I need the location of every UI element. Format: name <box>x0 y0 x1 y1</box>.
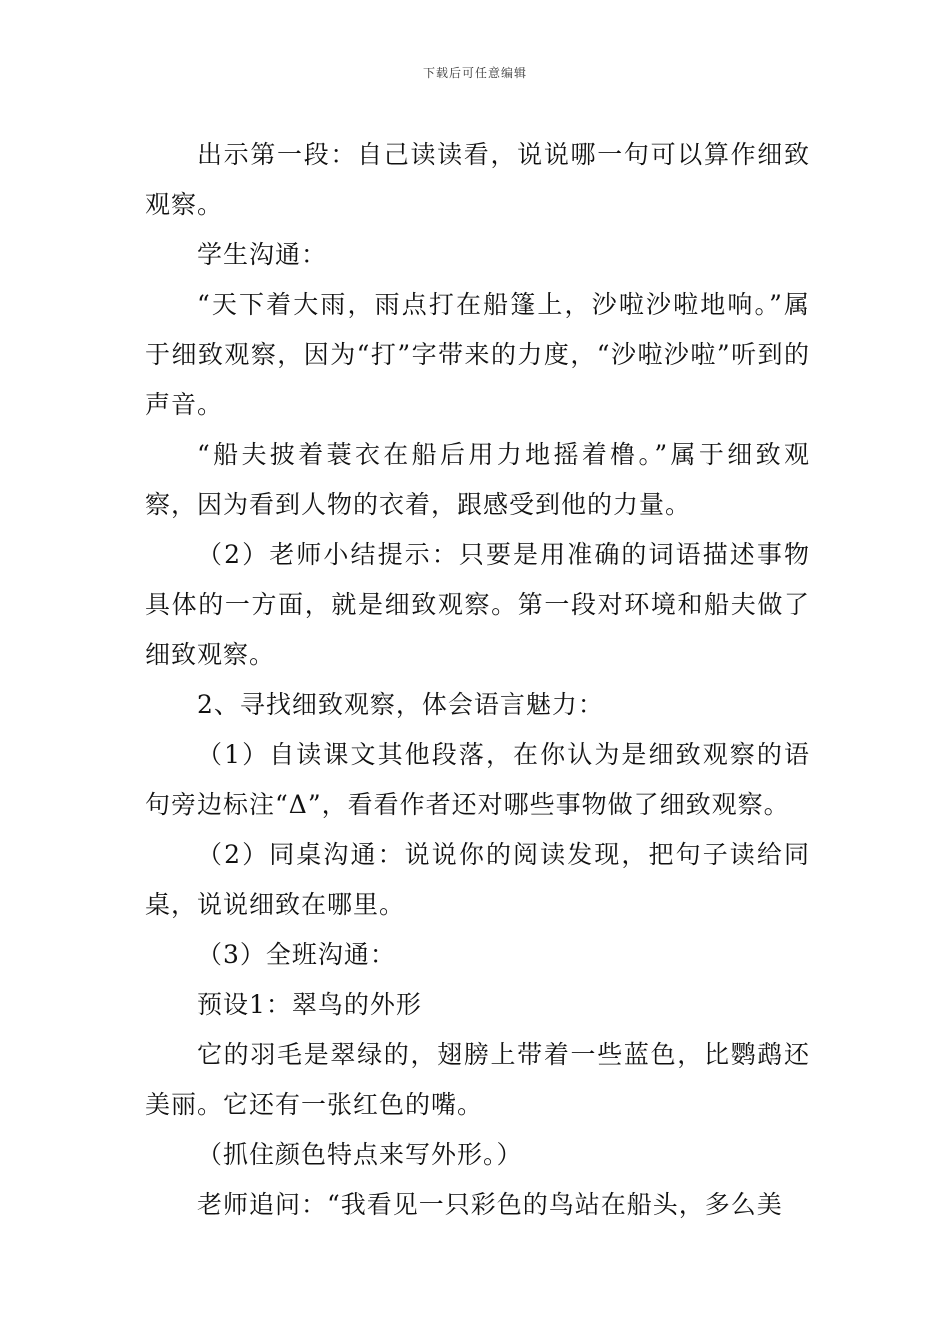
paragraph-class-communication: （3）全班沟通： <box>197 940 396 969</box>
paragraph-color-note: （抓住颜色特点来写外形。） <box>197 1140 523 1169</box>
paragraph-rain-quote: “天下着大雨，雨点打在船篷上，沙啦沙啦地响。”属于细致观察，因为“打”字带来的力度，“沙啦沙啦”听到的声音。 <box>145 290 810 419</box>
paragraph-deskmate-communication: （2）同桌沟通：说说你的阅读发现，把句子读给同桌，说说细致在哪里。 <box>145 840 810 919</box>
paragraph-feather-description: 它的羽毛是翠绿的，翅膀上带着一些蓝色，比鹦鹉还美丽。它还有一张红色的嘴。 <box>145 1040 810 1119</box>
page-header: 下载后可任意编辑 <box>422 66 527 80</box>
paragraph-show-first-section: 出示第一段：自己读读看，说说哪一句可以算作细致观察。 <box>145 140 810 219</box>
paragraph-find-observation: 2、寻找细致观察，体会语言魅力： <box>197 690 604 719</box>
paragraph-self-reading: （1）自读课文其他段落，在你认为是细致观察的语句旁边标注“Δ”，看看作者还对哪些事物做了细致观察。 <box>145 740 810 819</box>
paragraph-boatman-quote: “船夫披着蓑衣在船后用力地摇着橹。”属于细致观察，因为看到人物的衣着，跟感受到他的力量。 <box>145 440 810 519</box>
paragraph-teacher-question: 老师追问：“我看见一只彩色的鸟站在船头，多么美 <box>197 1190 783 1219</box>
paragraph-teacher-summary: （2）老师小结提示：只要是用准确的词语描述事物具体的一方面，就是细致观察。第一段对环境和船夫做了细致观察。 <box>145 540 810 669</box>
paragraph-student-communication: 学生沟通： <box>197 240 328 269</box>
document-body <box>145 130 810 1230</box>
paragraph-preset-1: 预设1：翠鸟的外形 <box>197 990 422 1019</box>
